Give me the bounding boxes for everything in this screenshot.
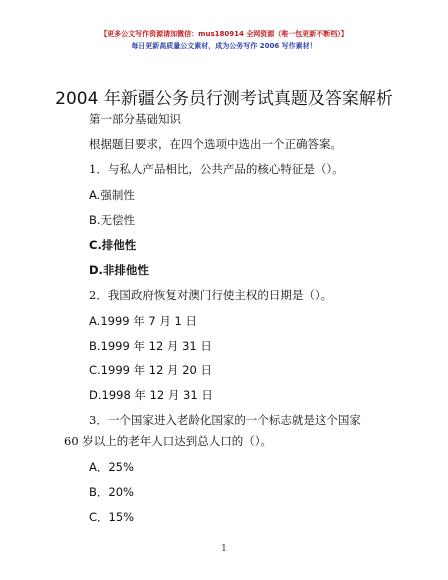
- question-1-option-d: D.非排他性: [89, 263, 149, 277]
- question-1-option-b: B.无偿性: [89, 213, 136, 227]
- question-3-option-a: A．25%: [89, 460, 134, 474]
- question-2-stem: 2．我国政府恢复对澳门行使主权的日期是（）。: [89, 288, 333, 302]
- question-3-stem-line2: 60 岁以上的老年人口达到总人口的（）。: [64, 434, 273, 448]
- question-1-option-a: A.强制性: [89, 188, 135, 202]
- promo-banner: [0, 28, 448, 52]
- page-number: 1: [221, 544, 227, 554]
- question-2-option-b: B.1999 年 12 月 31 日: [89, 339, 212, 353]
- banner-line-red: 【更多公文写作资源请加微信：mus180914 全网资源（唯一包更新不断档）】: [100, 30, 348, 38]
- question-2-option-c: C.1999 年 12 月 20 日: [89, 363, 212, 377]
- question-2-option-d: D.1998 年 12 月 31 日: [89, 388, 213, 402]
- question-3-option-b: B．20%: [89, 485, 134, 499]
- question-1-stem: 1．与私人产品相比，公共产品的核心特征是（）。: [89, 162, 344, 176]
- instruction-text: 根据题目要求，在四个选项中选出一个正确答案。: [89, 137, 342, 151]
- question-3-stem-line1: 3．一个国家进入老龄化国家的一个标志就是这个国家: [89, 413, 361, 427]
- section-heading: 第一部分基础知识: [89, 112, 181, 126]
- question-1-option-c: C.排他性: [89, 238, 137, 252]
- question-3-option-c: C．15%: [89, 510, 135, 524]
- banner-line-blue: 每日更新高质量公文素材，成为公务写作 2006 写作素材！: [131, 42, 317, 50]
- page-title: 2004 年新疆公务员行测考试真题及答案解析: [55, 89, 393, 109]
- question-2-option-a: A.1999 年 7 月 1 日: [89, 314, 197, 328]
